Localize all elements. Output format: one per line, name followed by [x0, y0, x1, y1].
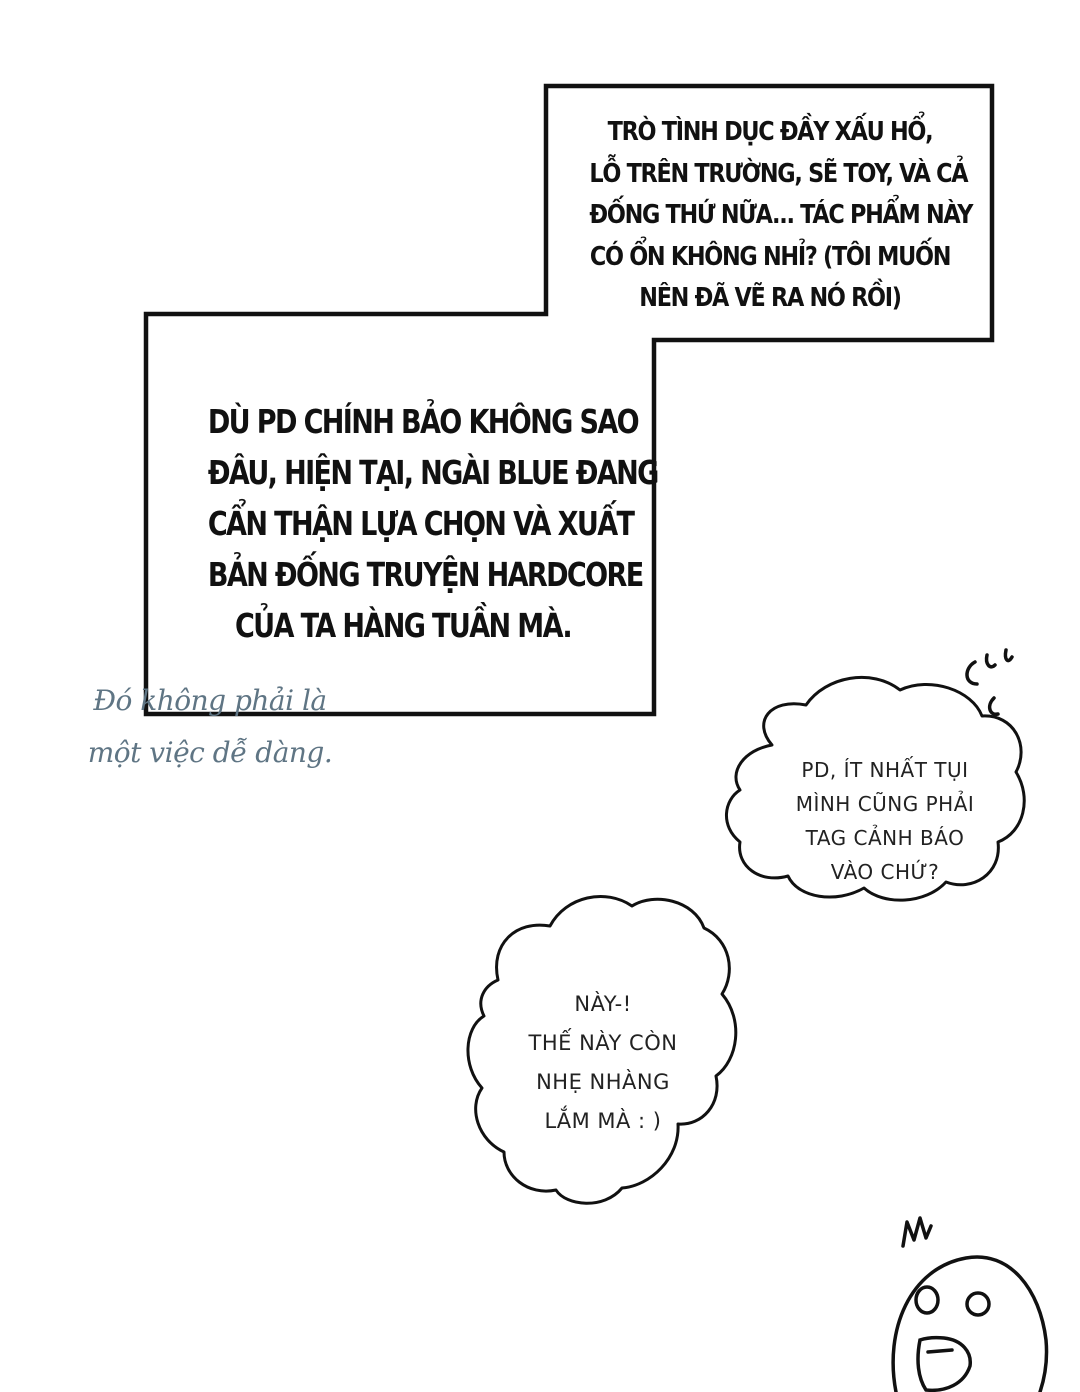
- caption-top-line: TRÒ TÌNH DỤC ĐẦY XẤU HỔ,: [607, 117, 933, 147]
- shocked-face-doodle-icon: [893, 1257, 1046, 1392]
- narration-line: một việc dễ dàng.: [87, 736, 333, 769]
- caption-top-text: [589, 112, 973, 320]
- bubble-left-line: THẾ NÀY CÒN: [528, 1031, 678, 1055]
- bubble-right-line: PD, ÍT NHẤT TỤI: [801, 758, 969, 782]
- caption-main-line: BẢN ĐỐNG TRUYỆN HARDCORE: [207, 555, 643, 594]
- bubble-left-text: [490, 985, 716, 1141]
- caption-main-text: [207, 396, 658, 651]
- caption-main-line: CỦA TA HÀNG TUẦN MÀ.: [234, 606, 572, 645]
- bubble-right-line: TAG CẢNH BÁO: [805, 826, 965, 850]
- bubble-left-line: NÀY-!: [574, 992, 632, 1016]
- spiky-hair-icon: [903, 1218, 931, 1246]
- caption-main-line: CẨN THẬN LỰA CHỌN VÀ XUẤT: [207, 504, 634, 543]
- caption-main-line: ĐÂU, HIỆN TẠI, NGÀI BLUE ĐANG: [207, 453, 658, 492]
- caption-top-line: ĐỐNG THỨ NỮA... TÁC PHẨM NÀY: [589, 200, 973, 230]
- caption-main-line: DÙ PD CHÍNH BẢO KHÔNG SAO: [207, 402, 639, 441]
- caption-top-line: NÊN ĐÃ VẼ RA NÓ RỒI): [639, 283, 901, 313]
- bubble-right-text: [770, 753, 1000, 889]
- narration-text: [70, 675, 350, 779]
- bubble-right-line: VÀO CHỨ?: [830, 860, 940, 884]
- bubble-left-line: NHẸ NHÀNG: [536, 1070, 670, 1094]
- bubble-right-line: MÌNH CŨNG PHẢI: [795, 792, 975, 816]
- caption-top-line: LỖ TRÊN TRƯỜNG, SẼ TOY, VÀ CẢ: [589, 158, 968, 189]
- narration-line: Đó không phải là: [93, 684, 327, 717]
- bubble-left-line: LẮM MÀ : ): [544, 1109, 662, 1133]
- caption-top-line: CÓ ỔN KHÔNG NHỈ? (TÔI MUỐN: [589, 241, 951, 272]
